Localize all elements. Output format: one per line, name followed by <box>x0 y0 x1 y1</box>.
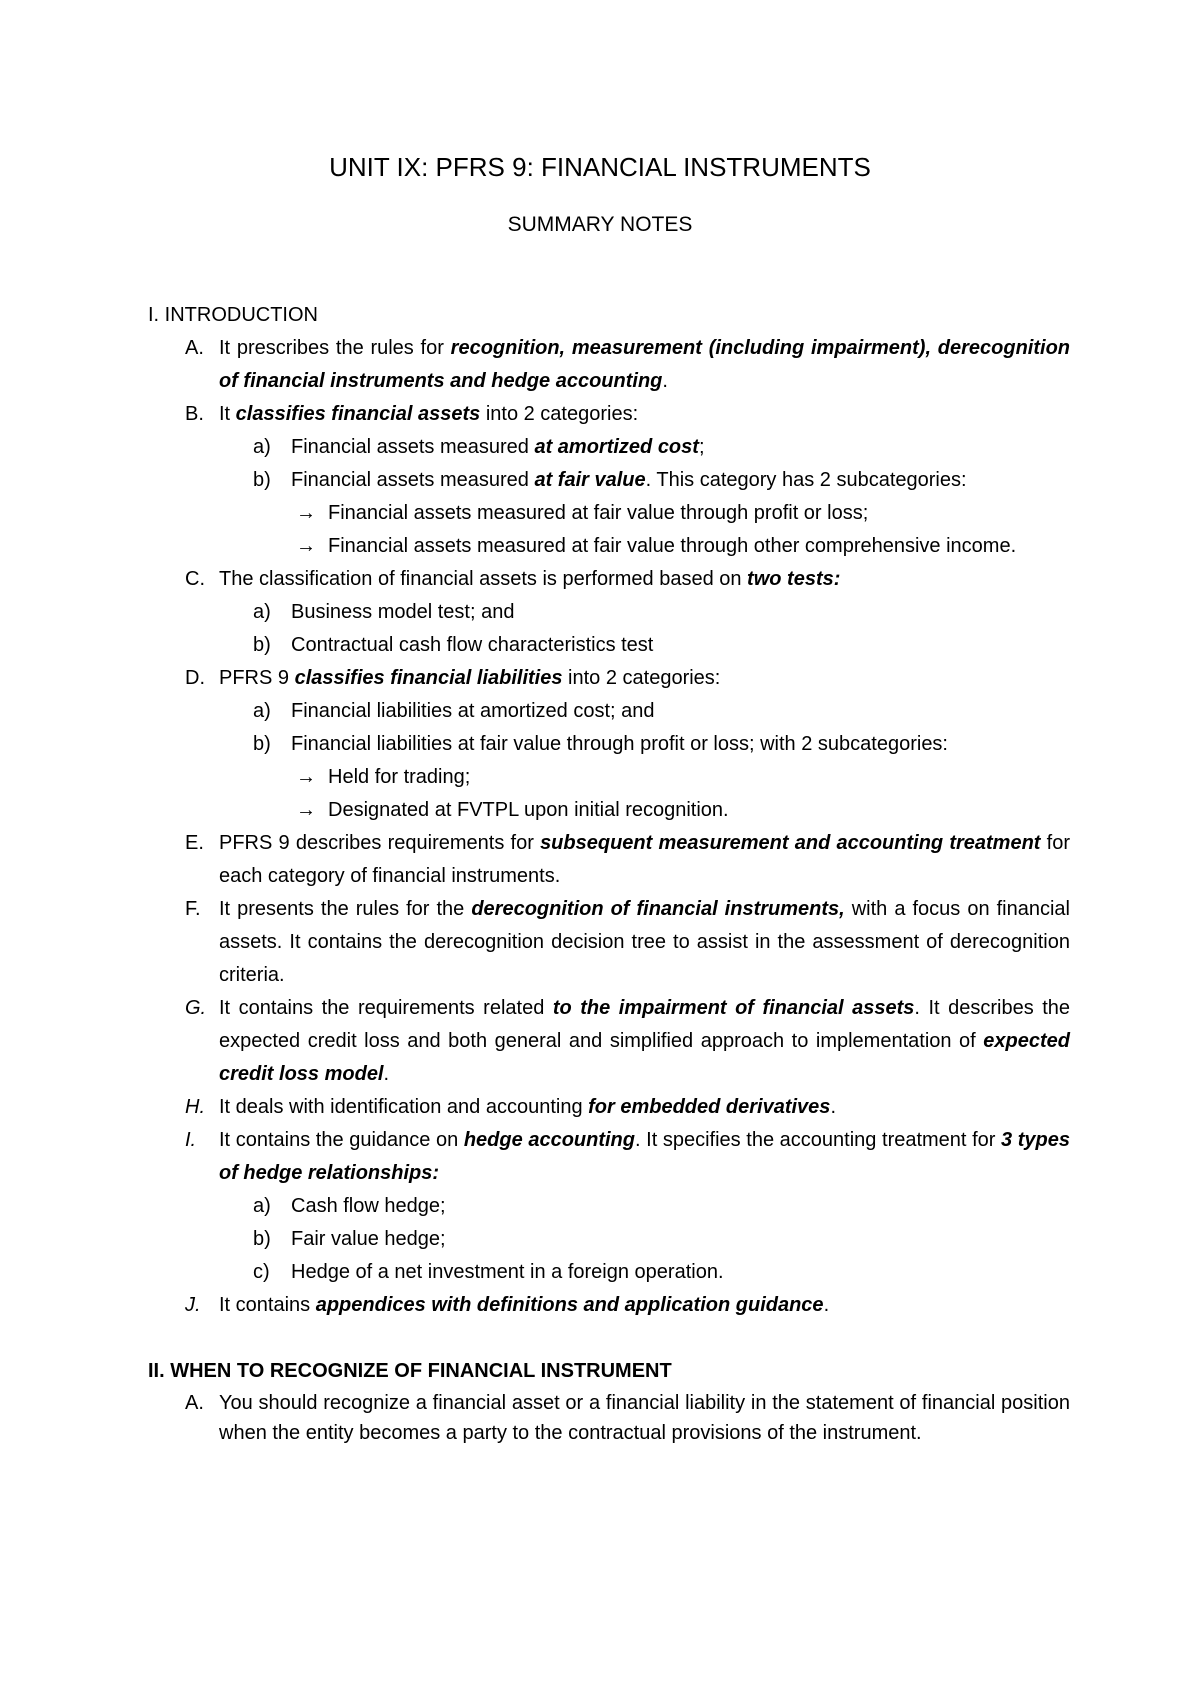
sub-item <box>148 629 1070 662</box>
sub-item-marker: a) <box>253 700 271 722</box>
emphasis-text: at amortized cost <box>534 436 699 458</box>
sub-item <box>148 728 1070 761</box>
item-text: It contains the requirements related <box>219 997 553 1019</box>
list-item <box>148 827 1070 893</box>
right-arrow-icon: → <box>296 799 316 821</box>
right-arrow-icon: → <box>296 766 316 788</box>
item-text: ; <box>698 436 705 458</box>
sub-item-marker: a) <box>253 601 271 623</box>
list-item <box>148 1091 1070 1124</box>
item-text: Financial assets measured <box>291 469 535 491</box>
item-text: Financial assets measured at fair value through profit or loss; <box>328 502 869 524</box>
emphasis-text: recognition, measurement (including impairment), derecognition of financial instruments and hedge accounting <box>219 337 1070 392</box>
emphasis-text: appendices with definitions and application guidance <box>315 1294 824 1316</box>
arrow-item <box>148 761 1070 794</box>
arrow-item <box>148 530 1070 563</box>
emphasis-text: to the impairment of financial assets <box>552 997 915 1019</box>
sub-item <box>148 1256 1070 1289</box>
emphasis-text: classifies financial assets <box>235 403 481 425</box>
item-text: PFRS 9 describes requirements for <box>219 832 541 854</box>
right-arrow-icon: → <box>296 502 316 524</box>
item-text: The classification of financial assets is performed based on <box>219 568 748 590</box>
item-text: for each category of financial instruments. <box>219 832 1070 887</box>
section-heading-recognition: II. WHEN TO RECOGNIZE OF FINANCIAL INSTRUMENT <box>148 1360 672 1382</box>
item-text: . It describes the expected credit loss and both general and simplified approach to implementation of <box>219 997 1071 1052</box>
item-text: Financial liabilities at amortized cost; and <box>291 700 655 722</box>
item-text: . <box>823 1294 830 1316</box>
document-body <box>148 299 1070 1448</box>
sub-item <box>148 596 1070 629</box>
section-spacer <box>148 1322 1070 1355</box>
arrow-item <box>148 497 1070 530</box>
item-text: It presents the rules for the <box>219 898 472 920</box>
sub-item <box>148 464 1070 497</box>
item-marker: A. <box>185 1392 204 1414</box>
item-text: Financial assets measured at fair value through other comprehensive income. <box>328 535 1017 557</box>
sub-item-marker: b) <box>253 733 271 755</box>
item-marker: B. <box>185 403 204 425</box>
item-marker: A. <box>185 337 204 359</box>
item-marker: D. <box>185 667 205 689</box>
item-text: It prescribes the rules for <box>219 337 451 359</box>
item-text: PFRS 9 <box>219 667 295 689</box>
item-text: It <box>219 403 236 425</box>
sub-item-marker: a) <box>253 436 271 458</box>
recognition-list <box>148 1388 1070 1448</box>
emphasis-text: hedge accounting <box>463 1129 635 1151</box>
item-text: Hedge of a net investment in a foreign operation. <box>291 1261 724 1283</box>
item-text: Held for trading; <box>328 766 471 788</box>
item-text: Designated at FVTPL upon initial recognition. <box>328 799 729 821</box>
item-text: . This category has 2 subcategories: <box>645 469 967 491</box>
list-item <box>148 1289 1070 1322</box>
item-text: It contains the guidance on <box>219 1129 464 1151</box>
item-text: Financial assets measured <box>291 436 535 458</box>
document-subtitle: SUMMARY NOTES <box>507 213 693 236</box>
arrow-item <box>148 794 1070 827</box>
item-text: into 2 categories: <box>480 403 639 425</box>
introduction-list <box>148 332 1070 1322</box>
item-text: . <box>830 1096 836 1118</box>
list-item <box>148 662 1070 827</box>
item-text: with a focus on financial assets. It contains the derecognition decision tree to assist in the assessment of derecognition criteria. <box>219 898 1070 986</box>
emphasis-text: 3 types of hedge relationships: <box>219 1129 1070 1184</box>
item-marker: J. <box>185 1294 201 1316</box>
emphasis-text: expected credit loss model <box>219 1030 1070 1085</box>
list-item <box>148 563 1070 662</box>
right-arrow-icon: → <box>296 535 316 557</box>
item-text: Cash flow hedge; <box>291 1195 446 1217</box>
document-title: UNIT IX: PFRS 9: FINANCIAL INSTRUMENTS <box>329 152 871 182</box>
emphasis-text: at fair value <box>534 469 646 491</box>
item-text: Fair value hedge; <box>291 1228 446 1250</box>
item-marker: E. <box>185 832 204 854</box>
item-marker: I. <box>185 1129 197 1151</box>
sub-item <box>148 1190 1070 1223</box>
emphasis-text: two tests: <box>747 568 841 590</box>
sub-item <box>148 695 1070 728</box>
list-item <box>148 893 1070 992</box>
emphasis-text: derecognition of financial instruments, <box>471 898 845 920</box>
item-text: You should recognize a financial asset or a financial liability in the statement of financial position when the entity becomes a party to the contractual provisions of the instrument. <box>219 1392 1070 1444</box>
item-text: into 2 categories: <box>562 667 721 689</box>
item-text: Contractual cash flow characteristics test <box>291 634 654 656</box>
list-item <box>148 332 1070 398</box>
item-marker: G. <box>185 997 207 1019</box>
sub-item-marker: b) <box>253 634 271 656</box>
sub-item-marker: b) <box>253 1228 271 1250</box>
item-text: It contains <box>219 1294 316 1316</box>
item-text: . <box>383 1063 390 1085</box>
section-heading-introduction: I. INTRODUCTION <box>148 304 318 326</box>
sub-item <box>148 431 1070 464</box>
emphasis-text: classifies financial liabilities <box>294 667 563 689</box>
item-marker: F. <box>185 898 201 920</box>
sub-item <box>148 1223 1070 1256</box>
sub-item-marker: b) <box>253 469 271 491</box>
emphasis-text: for embedded derivatives <box>588 1096 831 1118</box>
list-item <box>148 1124 1070 1289</box>
item-text: Business model test; and <box>291 601 515 623</box>
item-marker: C. <box>185 568 205 590</box>
list-item <box>148 992 1070 1091</box>
list-item <box>148 1388 1070 1448</box>
item-text: . <box>662 370 668 392</box>
emphasis-text: subsequent measurement and accounting treatment <box>540 832 1041 854</box>
sub-item-marker: c) <box>253 1261 270 1283</box>
item-text: It deals with identification and accounting <box>219 1096 589 1118</box>
list-item <box>148 398 1070 563</box>
sub-item-marker: a) <box>253 1195 271 1217</box>
item-marker: H. <box>185 1096 205 1118</box>
item-text: Financial liabilities at fair value through profit or loss; with 2 subcategories: <box>291 733 948 755</box>
item-text: . It specifies the accounting treatment for <box>635 1129 1002 1151</box>
